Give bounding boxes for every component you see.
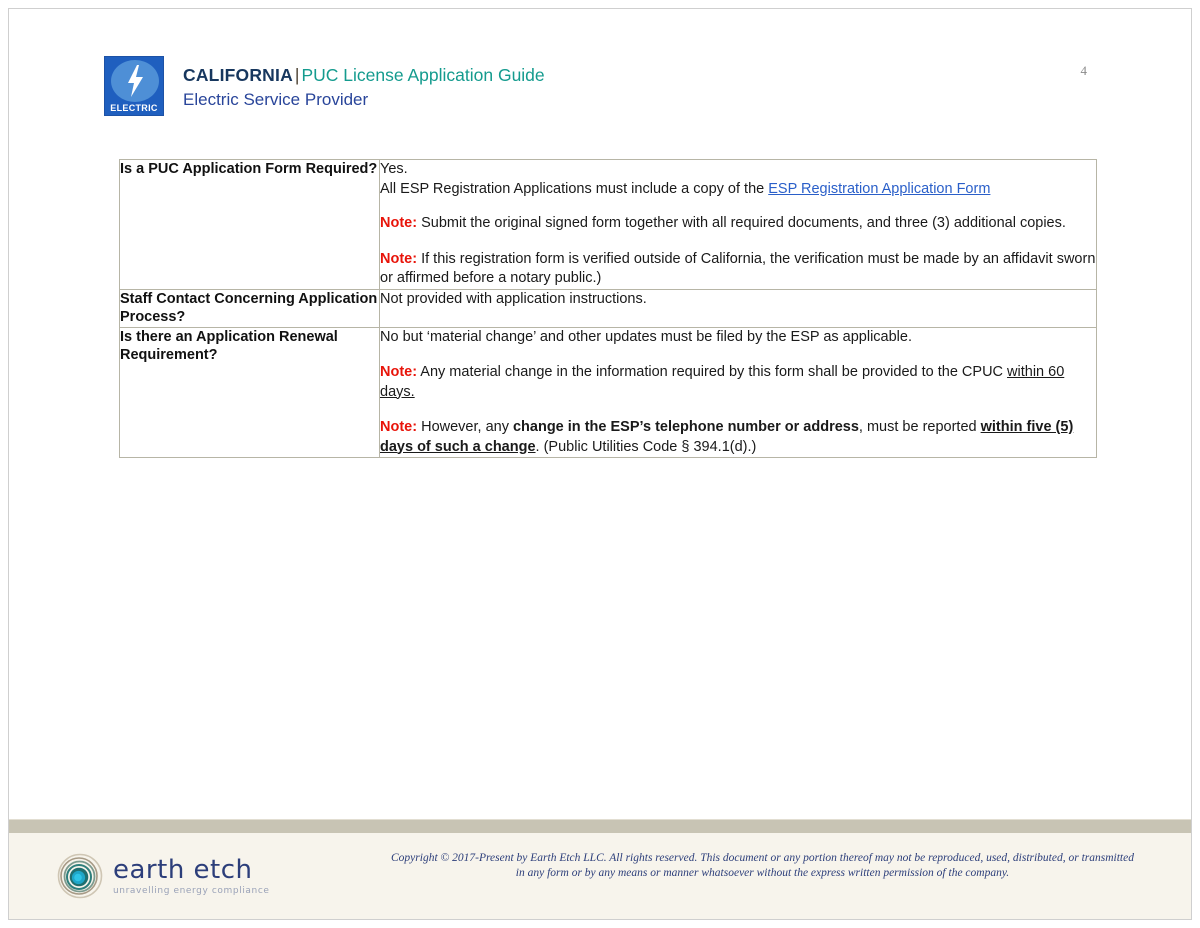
note-text: Any material change in the information required by this form shall be provided to the CPUC xyxy=(420,364,1008,380)
note-label: Note: xyxy=(380,364,418,380)
answer-paragraph xyxy=(380,214,1096,234)
earth-etch-name: earth etch xyxy=(113,854,253,885)
page-number: 4 xyxy=(1080,63,1087,78)
badge-label: ELECTRIC xyxy=(110,103,158,113)
slide-content-area xyxy=(9,9,1191,819)
question-text: Is a PUC Application Form Required? xyxy=(120,161,378,177)
note-emphasis-bold: change in the ESP’s telephone number or address xyxy=(512,419,859,435)
table-row xyxy=(120,160,1097,290)
note-emphasis-bold-underline: within five (5) days of such a change xyxy=(380,419,1074,455)
question-text: Staff Contact Concerning Application Process? xyxy=(120,290,378,325)
answer-text xyxy=(380,290,1096,310)
question-cell xyxy=(120,160,380,290)
question-cell xyxy=(120,327,380,458)
slide-header xyxy=(104,56,545,116)
header-text-block xyxy=(183,56,545,112)
slide-frame xyxy=(8,8,1192,920)
answer-cell xyxy=(380,289,1097,327)
note-text: If this registration form is verified outside of California, the verification must be made by an affidavit sworn or affirmed before a notary public.) xyxy=(380,250,1096,286)
note-text: Submit the original signed form together with all required documents, and three (3) additional copies. xyxy=(421,215,1066,231)
note-label: Note: xyxy=(380,215,418,231)
question-text: Is there an Application Renewal Requirement? xyxy=(120,328,338,363)
note-text-mid: , must be reported xyxy=(858,419,981,435)
answer-paragraph xyxy=(380,363,1096,402)
table-row xyxy=(120,327,1097,458)
answer-line-intro: All ESP Registration Applications must include a copy of the xyxy=(380,180,769,197)
answer-text xyxy=(380,160,1096,289)
application-info-table xyxy=(119,159,1097,458)
earth-etch-tagline: unravelling energy compliance xyxy=(113,885,270,896)
lightning-bolt-icon xyxy=(105,59,165,103)
copyright-notice: Copyright © 2017-Present by Earth Etch LLC. All rights reserved. This document or any portion thereof may not be reproduced, used, distributed, or transmitted in any form or by any means or manner whatsoever without the express written permission of the company. xyxy=(391,852,1134,879)
question-cell xyxy=(120,289,380,327)
page-title xyxy=(183,63,545,87)
note-text-post: . (Public Utilities Code § 394.1(d).) xyxy=(535,438,757,455)
note-emphasis-underline: within 60 days. xyxy=(380,364,1065,400)
answer-paragraph xyxy=(380,250,1096,289)
answer-line-yes: Yes. xyxy=(380,161,408,177)
answer-cell xyxy=(380,160,1097,290)
note-label: Note: xyxy=(380,250,418,267)
table-row xyxy=(120,289,1097,327)
title-state: CALIFORNIA xyxy=(183,65,293,85)
footer-divider-band xyxy=(9,819,1191,834)
answer-text xyxy=(380,328,1096,458)
earth-etch-wordmark xyxy=(113,854,270,896)
answer-paragraph: No but ‘material change’ and other updates must be filed by the ESP as applicable. xyxy=(380,328,912,345)
note-text: However, any xyxy=(421,419,513,435)
title-guide: PUC License Application Guide xyxy=(301,65,545,85)
answer-paragraph xyxy=(380,418,1096,457)
answer-paragraph: Not provided with application instructions. xyxy=(380,290,647,307)
slide-footer xyxy=(9,833,1191,919)
answer-paragraph xyxy=(380,160,1096,199)
earth-etch-spiral-icon xyxy=(57,853,103,899)
note-label: Note: xyxy=(380,419,418,435)
earth-etch-logo xyxy=(57,853,270,899)
page-subtitle: Electric Service Provider xyxy=(183,90,369,109)
answer-cell xyxy=(380,327,1097,458)
esp-registration-application-form-link[interactable]: ESP Registration Application Form xyxy=(768,180,991,197)
title-separator: | xyxy=(294,65,300,85)
electric-badge-icon xyxy=(104,56,164,116)
